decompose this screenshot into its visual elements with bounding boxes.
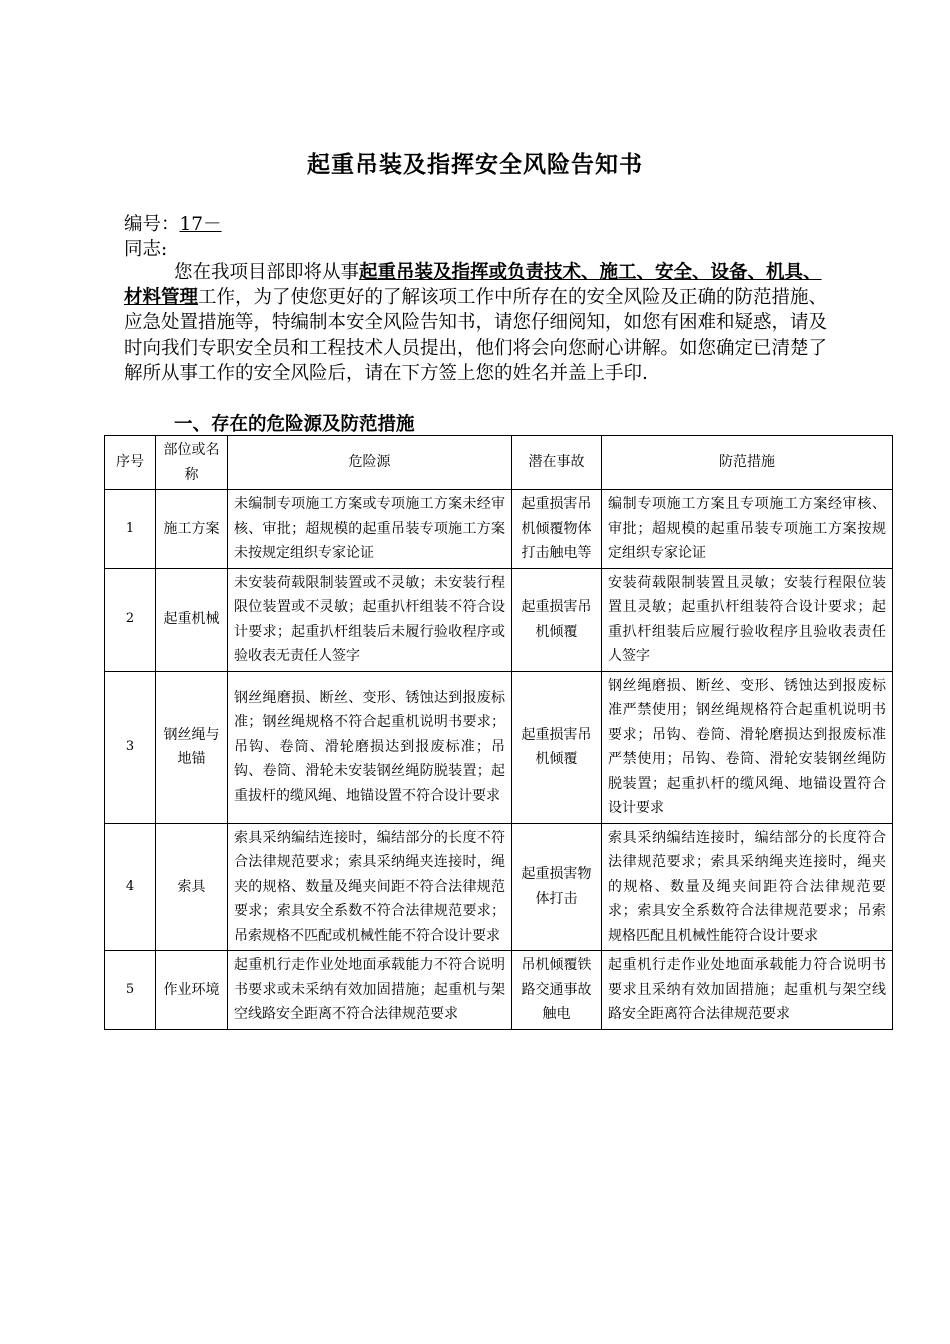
- row-no: 5: [105, 951, 156, 1030]
- row-hazard: 未安装荷载限制装置或不灵敏；未安装行程限位装置或不灵敏；起重扒杆组装不符合设计要求；起重扒杆组装后未履行验收程序或验收表无责任人签字: [228, 568, 512, 671]
- intro-job-scope: 起重吊装及指挥或负责技术、施工、安全、设备、机具、材料管理: [124, 262, 822, 309]
- row-measures: 安装荷载限制装置且灵敏；安装行程限位装置且灵敏；起重扒杆组装符合设计要求；起重扒杆组装后应履行验收程序且验收表责任人签字: [602, 568, 893, 671]
- row-part: 起重机械: [156, 568, 228, 671]
- row-accident: 起重损害吊机倾覆物体打击触电等: [512, 490, 602, 569]
- greeting: 同志:: [124, 239, 168, 260]
- row-accident: 起重损害物体打击: [512, 823, 602, 951]
- row-accident: 起重损害吊机倾覆: [512, 568, 602, 671]
- intro-paragraph: [124, 260, 834, 386]
- number-value: 17－: [179, 214, 222, 235]
- row-part: 作业环境: [156, 951, 228, 1030]
- row-hazard: 索具采纳编结连接时，编结部分的长度不符合法律规范要求；索具采纳绳夹连接时，绳夹的规格、数量及绳夹间距不符合法律规范要求；索具安全系数不符合法律规范要求；吊索规格不匹配或机械性能不符合设计要求: [228, 823, 512, 951]
- row-measures: 编制专项施工方案且专项施工方案经审核、审批；超规模的起重吊装专项施工方案按规定组织专家论证: [602, 490, 893, 569]
- header-hazard: 危险源: [228, 436, 512, 490]
- row-accident: 吊机倾覆铁路交通事故触电: [512, 951, 602, 1030]
- row-part: 施工方案: [156, 490, 228, 569]
- header-measures: 防范措施: [602, 436, 893, 490]
- hazard-table: [104, 435, 893, 1030]
- table-header-row: [105, 436, 893, 490]
- intro-lead: 您在我项目部即将从事: [174, 262, 360, 283]
- header-no: 序号: [105, 436, 156, 490]
- document-title: 起重吊装及指挥安全风险告知书: [307, 151, 643, 178]
- row-part: 索具: [156, 823, 228, 951]
- number-label: 编号：: [124, 214, 180, 235]
- row-no: 4: [105, 823, 156, 951]
- table-row: [105, 823, 893, 951]
- row-no: 3: [105, 671, 156, 823]
- section-heading: 一、存在的危险源及防范措施: [174, 414, 415, 435]
- intro-body: 工作，为了使您更好的了解该项工作中所存在的安全风险及正确的防范措施、应急处置措施等，特编制本安全风险告知书，请您仔细阅知，如您有困难和疑惑，请及时向我们专职安全员和工程技术人员提出，他们将会向您耐心讲解。如您确定已清楚了解所从事工作的安全风险后，请在下方签上您的姓名并盖上手印.: [124, 287, 828, 384]
- header-accident: 潜在事故: [512, 436, 602, 490]
- intro-text: [124, 260, 834, 386]
- number-line: [124, 212, 222, 237]
- row-measures: 钢丝绳磨损、断丝、变形、锈蚀达到报废标准严禁使用；钢丝绳规格符合起重机说明书要求；吊钩、卷筒、滑轮磨损达到报废标准严禁使用；吊钩、卷筒、滑轮安装钢丝绳防脱装置；起重扒杆的缆风绳、地锚设置符合设计要求: [602, 671, 893, 823]
- row-no: 1: [105, 490, 156, 569]
- row-hazard: 起重机行走作业处地面承载能力不符合说明书要求或未采纳有效加固措施；起重机与架空线路安全距离不符合法律规范要求: [228, 951, 512, 1030]
- table-row: [105, 490, 893, 569]
- row-accident: 起重损害吊机倾覆: [512, 671, 602, 823]
- row-hazard: 未编制专项施工方案或专项施工方案未经审核、审批；超规模的起重吊装专项施工方案未按规定组织专家论证: [228, 490, 512, 569]
- header-part: 部位或名称: [156, 436, 228, 490]
- table-row: [105, 951, 893, 1030]
- row-no: 2: [105, 568, 156, 671]
- row-part: 钢丝绳与地锚: [156, 671, 228, 823]
- table-row: [105, 568, 893, 671]
- row-hazard: 钢丝绳磨损、断丝、变形、锈蚀达到报废标准；钢丝绳规格不符合起重机说明书要求；吊钩、卷筒、滑轮磨损达到报废标准；吊钩、卷筒、滑轮未安装钢丝绳防脱装置；起重拔杆的缆风绳、地锚设置不符合设计要求: [228, 671, 512, 823]
- row-measures: 起重机行走作业处地面承载能力符合说明书要求且采纳有效加固措施；起重机与架空线路安全距离符合法律规范要求: [602, 951, 893, 1030]
- table-row: [105, 671, 893, 823]
- row-measures: 索具采纳编结连接时，编结部分的长度符合法律规范要求；索具采纳绳夹连接时，绳夹的规格、数量及绳夹间距符合法律规范要求；索具安全系数符合法律规范要求；吊索规格匹配且机械性能符合设计要求: [602, 823, 893, 951]
